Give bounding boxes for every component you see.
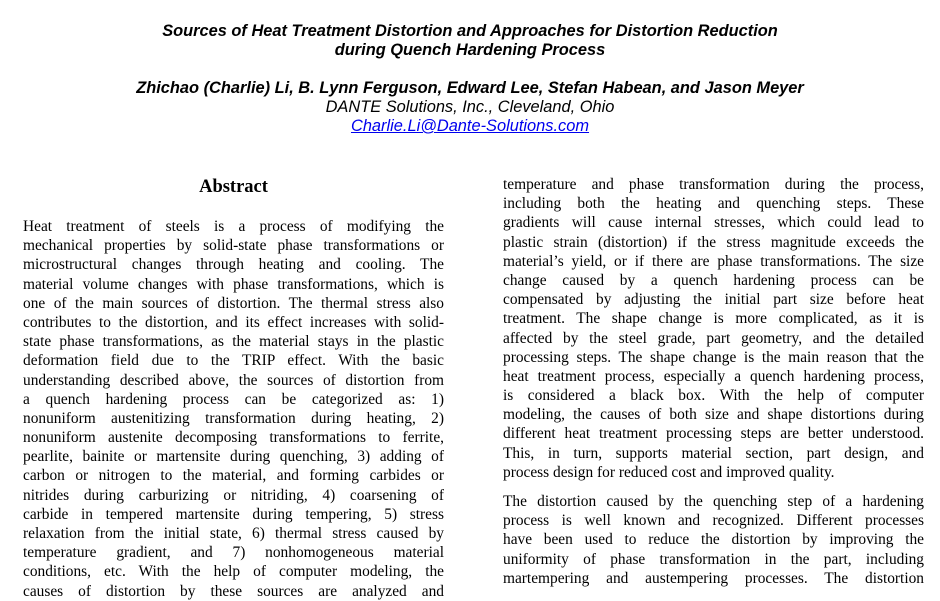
text-line: affected by the steel grade, part geometry, and the detailed [503, 329, 924, 347]
text-line: pearlite, bainite or martensite during quenching, 3) adding of [23, 448, 444, 466]
text-line: carbon or nitrogen to the material, and forming carbides or [23, 467, 444, 485]
text-line: have been used to reduce the distortion by improving the [503, 531, 924, 549]
abstract-heading: Abstract [199, 177, 268, 197]
paper-title-line-1: Sources of Heat Treatment Distortion and Approaches for Distortion Reduction [162, 22, 778, 40]
paper-title-line-2: during Quench Hardening Process [334, 41, 606, 59]
text-line: treatment. The shape change is more complicated, as it is [503, 310, 924, 328]
text-line: temperature and phase transformation during the process, [503, 176, 924, 193]
text-line: contributes to the distortion, and its effect increases with solid- [23, 313, 444, 331]
email-link[interactable]: Charlie.Li@Dante-Solutions.com [350, 117, 590, 135]
abstract-left-column [23, 217, 444, 601]
text-line: process design for reduced cost and improved quality. [503, 463, 835, 481]
text-line: plastic strain (distortion) if the stress magnitude exceeds the [503, 233, 924, 251]
text-line: modeling, the causes of both size and shape distortions during [503, 406, 924, 424]
text-line: nonuniform austenite decomposing transformations to ferrite, [23, 429, 444, 447]
text-line: state phase transformations, as the material stays in the plastic [23, 333, 444, 351]
text-line: Heat treatment of steels is a process of modifying the [23, 218, 444, 235]
text-line: heat treatment process, especially a quench hardening process, [503, 367, 924, 385]
affiliation: DANTE Solutions, Inc., Cleveland, Ohio [325, 98, 615, 116]
text-line: mechanical properties by solid-state phase transformations or [23, 237, 444, 255]
text-line: different heat treatment processing steps are better understood. [503, 425, 924, 443]
author-email [0, 117, 940, 136]
text-line: nonuniform austenitizing transformation during heating, 2) [23, 409, 444, 427]
text-line: martempering and austempering processes. The distortion [503, 569, 924, 587]
text-line: is considered a black box. With the help of computer [503, 387, 924, 405]
author-list: Zhichao (Charlie) Li, B. Lynn Ferguson, Edward Lee, Stefan Habean, and Jason Meyer [136, 79, 804, 97]
text-line: a quench hardening process can be categorized as: 1) [23, 390, 444, 408]
text-line: relaxation from the initial state, 6) thermal stress caused by [23, 525, 444, 542]
abstract-right-column-paragraph-1 [503, 175, 924, 482]
text-line: including both the heating and quenching steps. These [503, 195, 924, 213]
text-line: compensated by adjusting the initial part size before heat [503, 291, 924, 309]
text-line: material’s yield, or if there are phase transformations. The size [503, 252, 924, 270]
text-line: change caused by a quench hardening process can be [503, 271, 924, 289]
text-line: uniformity of phase transformation in the part, including [503, 550, 924, 568]
text-line: gradients will cause internal stresses, which could lead to [503, 214, 924, 232]
text-line: temperature gradient, and 7) nonhomogeneous material [23, 544, 444, 562]
text-line: process is well known and recognized. Different processes [503, 512, 924, 530]
text-line: The distortion caused by the quenching step of a hardening [503, 493, 924, 510]
text-line: processing steps. The shape change is the main reason that the [503, 348, 924, 366]
text-line: This, in turn, supports material section, part design, and [503, 444, 924, 462]
text-line: nitrides during carburizing or nitriding, 4) coarsening of [23, 486, 444, 504]
text-line: carbide in tempered martensite during tempering, 5) stress [23, 505, 444, 523]
abstract-right-column-paragraph-2 [503, 492, 924, 588]
text-line: material volume changes with phase transformations, which is [23, 275, 444, 293]
text-line: microstructural changes through heating and cooling. The [23, 256, 444, 274]
text-line: understanding described above, the sources of distortion from [23, 371, 444, 389]
text-line: deformation field due to the TRIP effect. With the basic [23, 352, 444, 370]
text-line: one of the main sources of distortion. The thermal stress also [23, 294, 444, 312]
text-line: conditions, etc. With the help of computer modeling, the [23, 563, 444, 581]
text-line: causes of distortion by these sources are analyzed and [23, 582, 444, 600]
